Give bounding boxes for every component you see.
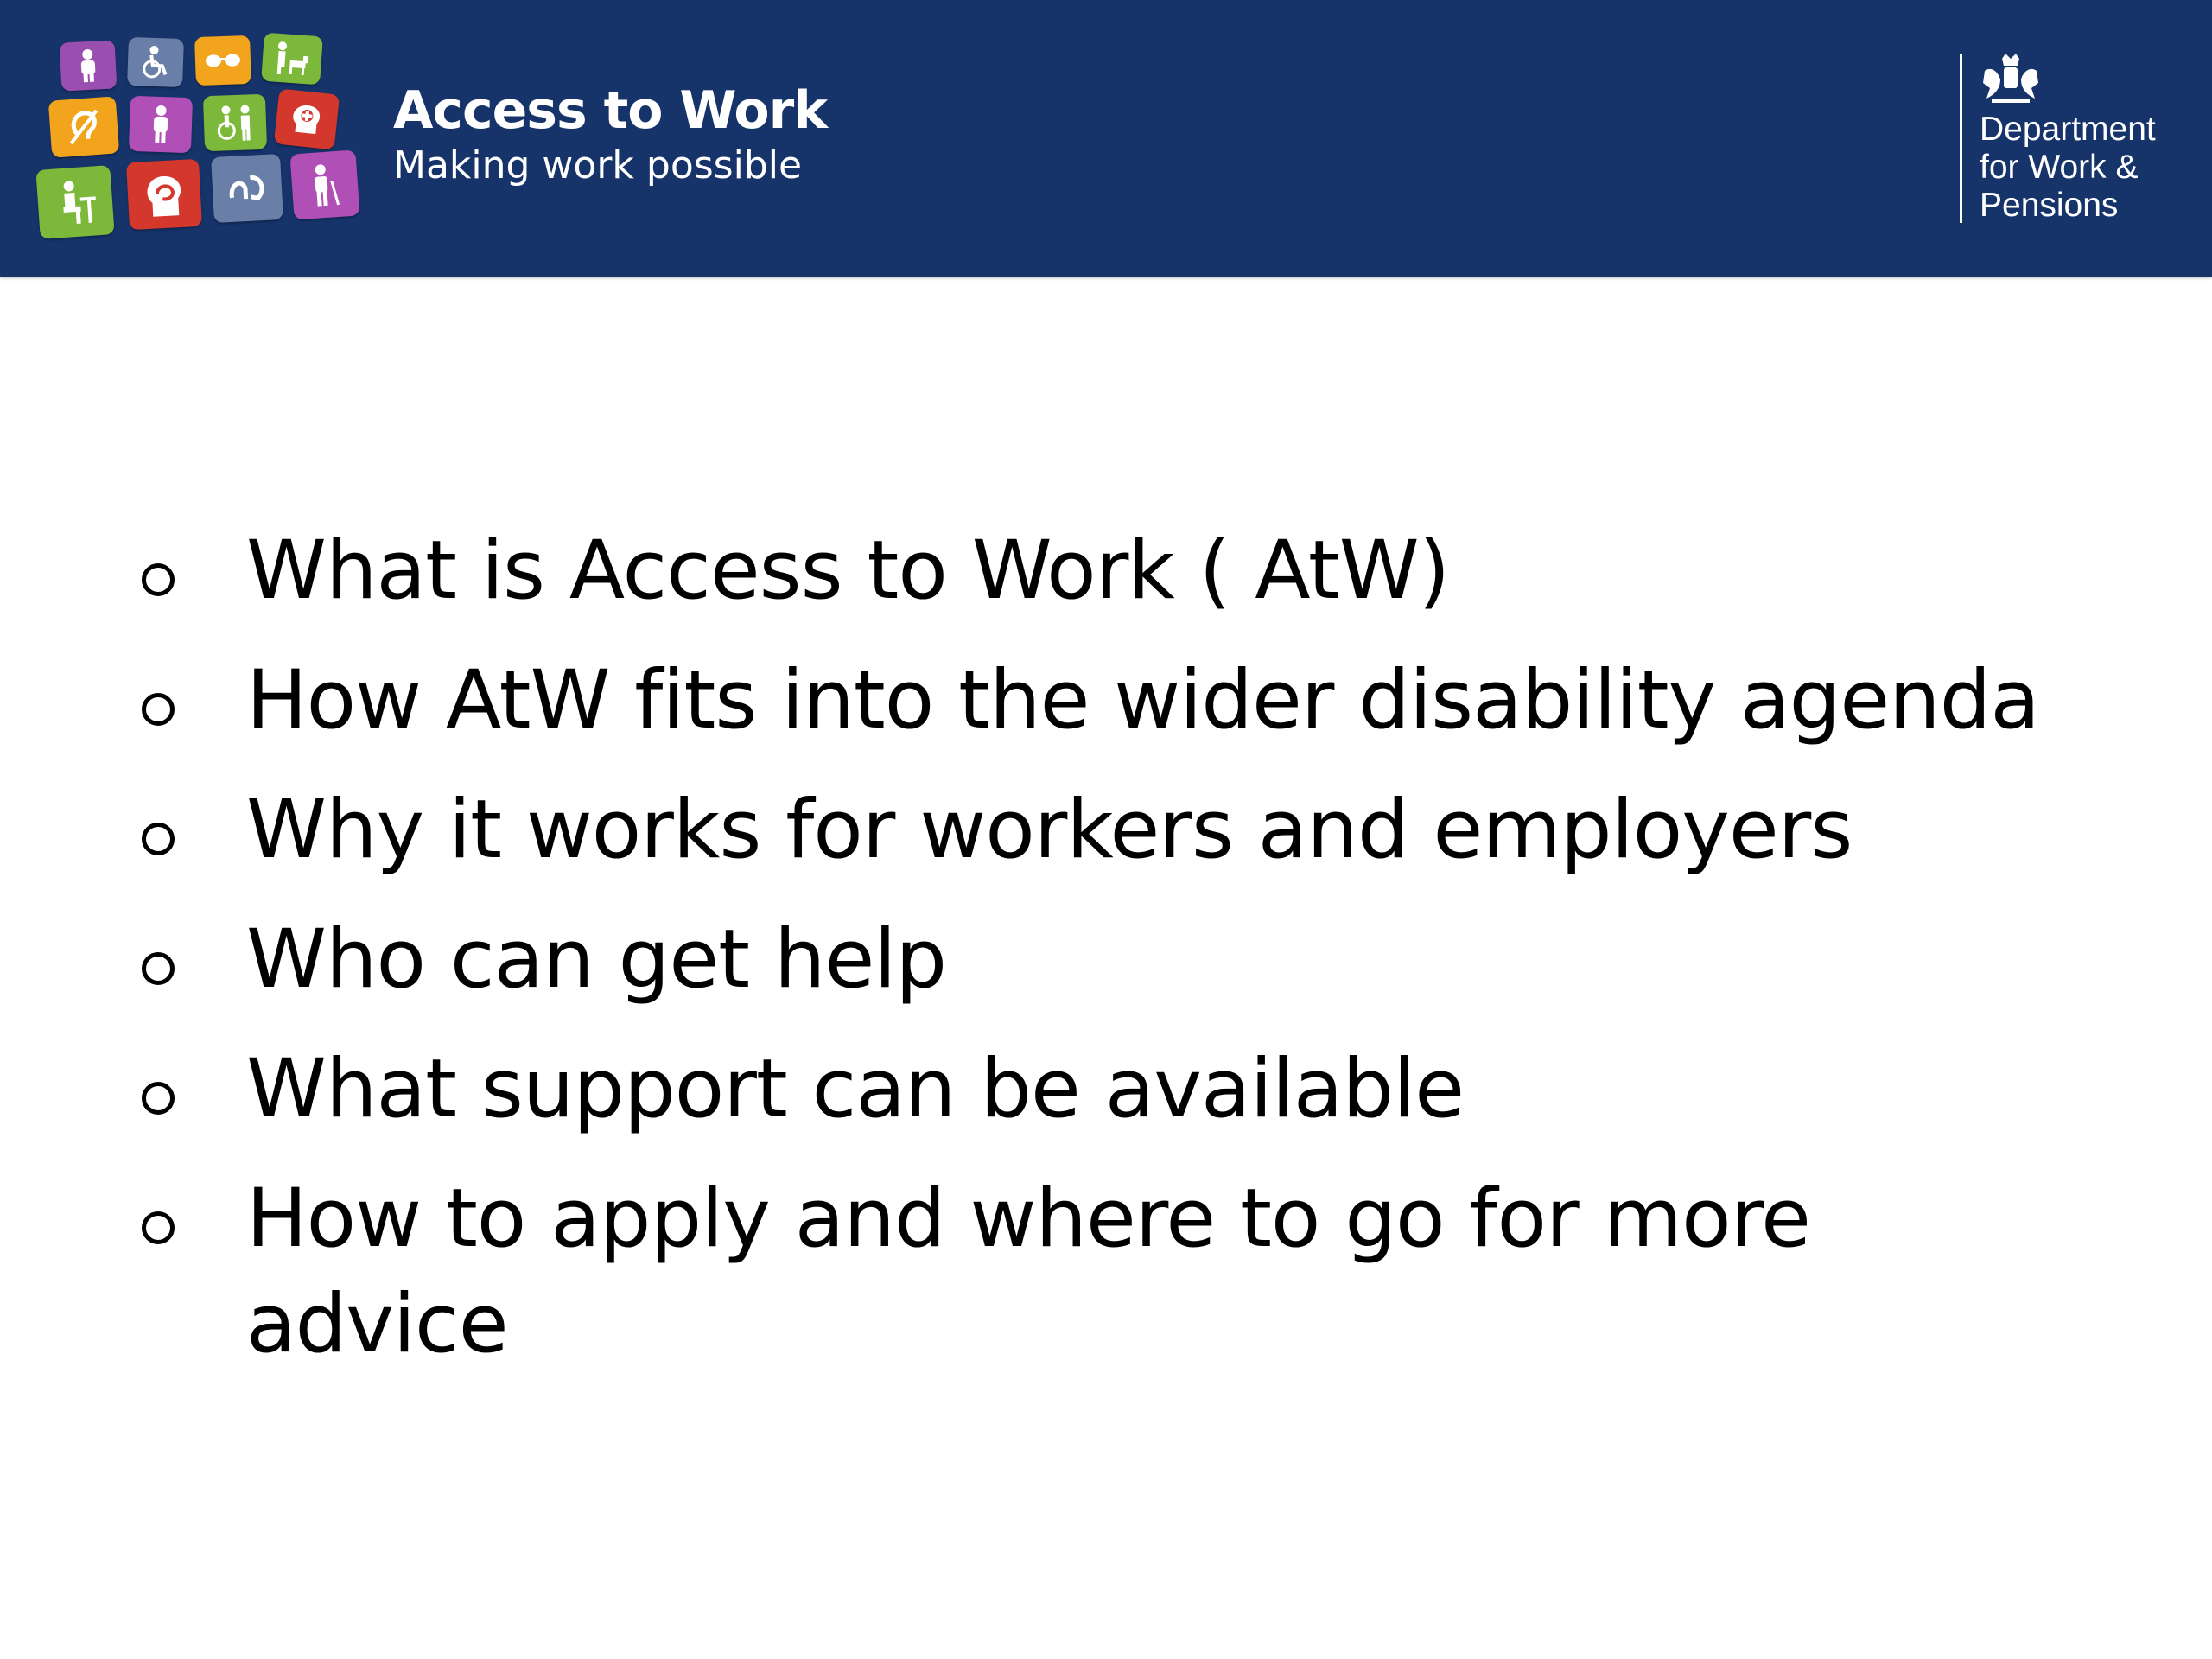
wheelchair-icon [127, 37, 184, 87]
brand-subtitle: Making work possible [393, 143, 803, 188]
department-line-1: Department [1980, 111, 2156, 148]
hearing-icon [48, 96, 119, 157]
guide-dog-icon [261, 33, 323, 86]
sign-language-icon [211, 154, 283, 223]
agenda-item [130, 1166, 1888, 1377]
brand-title: Access to Work [393, 80, 828, 141]
head-profile-icon [126, 159, 202, 230]
department-line-2: for Work & [1980, 149, 2139, 186]
hollow-circle-bullet-icon [142, 823, 175, 855]
royal-crest-icon [1980, 54, 2042, 105]
wheelchair-companion-icon [203, 94, 267, 151]
hollow-circle-bullet-icon [142, 563, 175, 596]
dwp-logo [1960, 54, 2156, 224]
agenda-item [130, 648, 2117, 753]
person-icon [129, 96, 193, 153]
glasses-icon [194, 35, 251, 86]
agenda-item-text: Who can get help [246, 912, 947, 1007]
hollow-circle-bullet-icon [142, 952, 175, 985]
agenda-item-text: How to apply and where to go for more advice [246, 1172, 1810, 1371]
agenda-item [130, 1037, 2117, 1142]
agenda-item-text: What is Access to Work ( AtW) [246, 524, 1450, 618]
hollow-circle-bullet-icon [142, 1211, 175, 1244]
agenda-item-text: Why it works for workers and employers [246, 783, 1853, 877]
agenda-item [130, 518, 2117, 624]
hollow-circle-bullet-icon [142, 693, 175, 726]
agenda-item-text: What support can be available [246, 1042, 1465, 1136]
brand-block [393, 79, 827, 190]
brain-icon [274, 89, 340, 150]
agenda-item-text: How AtW fits into the wider disability agenda [246, 653, 2040, 747]
department-line-3: Pensions [1980, 187, 2119, 224]
department-name [1980, 111, 2156, 225]
agenda-list [130, 518, 2117, 1402]
header-band [0, 0, 2212, 276]
agenda-item [130, 907, 2117, 1013]
hollow-circle-bullet-icon [142, 1082, 175, 1115]
desk-worker-icon [35, 165, 114, 239]
cane-user-icon [289, 149, 359, 219]
person-icon [60, 40, 118, 91]
access-to-work-logo [31, 31, 368, 247]
agenda-item [130, 778, 2117, 883]
